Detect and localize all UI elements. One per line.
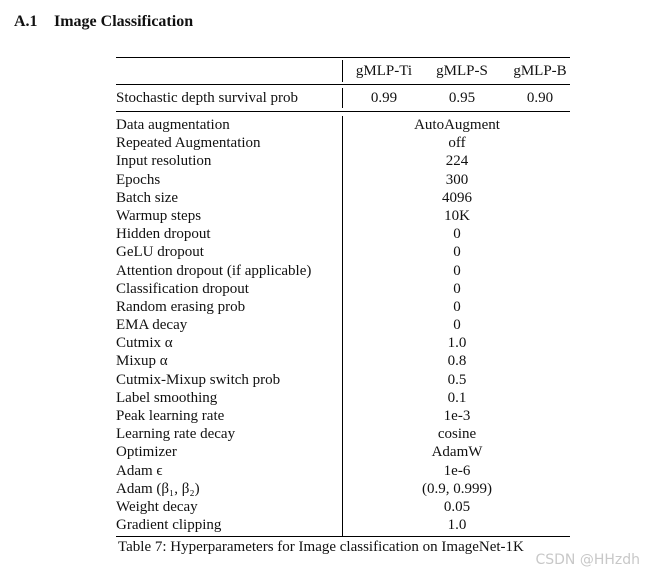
- section-number: A.1: [14, 13, 38, 30]
- row-label: Weight decay: [116, 498, 198, 515]
- row-value: 1.0: [447, 517, 467, 534]
- row-value: 0: [453, 280, 461, 297]
- table-row: [116, 371, 570, 389]
- survival-column-divider: [342, 88, 343, 108]
- table-row: [116, 462, 570, 480]
- table-row: [116, 134, 570, 152]
- table-body: [116, 116, 570, 534]
- row-label: Cutmix α: [116, 335, 173, 352]
- row-label: Label smoothing: [116, 389, 218, 406]
- row-label: Hidden dropout: [116, 226, 211, 243]
- row-label: Input resolution: [116, 153, 212, 170]
- table-header-row: [116, 60, 570, 82]
- survival-value-ti: 0.99: [370, 90, 398, 106]
- header-column-divider: [342, 60, 343, 82]
- table-row: [116, 152, 570, 170]
- row-value: 0: [453, 298, 461, 315]
- table-row: [116, 498, 570, 516]
- row-label: Warmup steps: [116, 207, 202, 224]
- row-label: Optimizer: [116, 444, 177, 461]
- row-value: 0.8: [447, 353, 467, 370]
- table-row: [116, 298, 570, 316]
- table-top-rule: [116, 57, 570, 58]
- row-label: Mixup α: [116, 353, 168, 370]
- survival-value-s: 0.95: [448, 90, 476, 106]
- row-value: 0: [453, 317, 461, 334]
- table-row: [116, 480, 570, 498]
- table-row: [116, 352, 570, 370]
- row-label: Stochastic depth survival prob: [116, 90, 299, 106]
- row-value: off: [448, 135, 466, 152]
- row-label: Attention dropout (if applicable): [116, 262, 312, 279]
- table-row: [116, 443, 570, 461]
- row-label: EMA decay: [116, 317, 188, 334]
- row-value: AdamW: [431, 444, 483, 461]
- row-value: 4096: [442, 189, 472, 206]
- row-value: 0: [453, 244, 461, 261]
- row-label: Data augmentation: [116, 117, 230, 133]
- row-value: 0.5: [447, 371, 467, 388]
- row-value: AutoAugment: [414, 117, 500, 133]
- row-label: Peak learning rate: [116, 408, 225, 424]
- table-row: [116, 316, 570, 334]
- row-value: 300: [445, 171, 469, 188]
- table-row: [116, 225, 570, 243]
- row-label: Adam (β₁, β₂): [116, 480, 200, 497]
- row-label: Classification dropout: [116, 280, 249, 297]
- table-row: [116, 207, 570, 225]
- table-row: [116, 189, 570, 207]
- row-label: Random erasing prob: [116, 298, 246, 315]
- section-heading: [14, 12, 193, 32]
- column-header-gmlp-s: gMLP-S: [436, 63, 488, 79]
- table-row: [116, 262, 570, 280]
- survival-prob-row: [116, 87, 570, 109]
- row-label: Adam ϵ: [116, 462, 163, 479]
- table-row: [116, 171, 570, 189]
- row-label: Gradient clipping: [116, 517, 222, 534]
- watermark: CSDN @HHzdh: [535, 552, 640, 568]
- table-row: [116, 389, 570, 407]
- table-row: [116, 407, 570, 425]
- table-row: [116, 516, 570, 534]
- row-value: 0.05: [443, 498, 471, 515]
- table-row: [116, 280, 570, 298]
- row-label: Batch size: [116, 189, 179, 206]
- table-row: [116, 334, 570, 352]
- row-value: cosine: [437, 426, 477, 443]
- row-value: 1.0: [447, 335, 467, 352]
- table-row: [116, 425, 570, 443]
- row-value: 1e-3: [443, 408, 471, 424]
- column-header-gmlp-ti: gMLP-Ti: [355, 63, 413, 79]
- section-title: Image Classification: [54, 13, 194, 30]
- row-label: GeLU dropout: [116, 244, 204, 261]
- survival-value-b: 0.90: [526, 90, 554, 106]
- middle-rule: [116, 111, 570, 112]
- row-value: 0.1: [447, 389, 467, 406]
- header-rule: [116, 84, 570, 85]
- row-value: 0: [453, 226, 461, 243]
- column-header-gmlp-b: gMLP-B: [513, 63, 567, 79]
- table-row: [116, 243, 570, 261]
- table-caption: Table 7: Hyperparameters for Image classification on ImageNet-1K: [118, 539, 524, 555]
- row-label: Epochs: [116, 171, 161, 188]
- row-value: 1e-6: [443, 462, 471, 479]
- table-row: [116, 116, 570, 134]
- row-label: Learning rate decay: [116, 426, 236, 443]
- row-value: (0.9, 0.999): [422, 480, 492, 497]
- row-label: Cutmix-Mixup switch prob: [116, 371, 281, 388]
- row-label: Repeated Augmentation: [116, 135, 261, 152]
- row-value: 224: [445, 153, 469, 170]
- row-value: 10K: [444, 207, 470, 224]
- row-value: 0: [453, 262, 461, 279]
